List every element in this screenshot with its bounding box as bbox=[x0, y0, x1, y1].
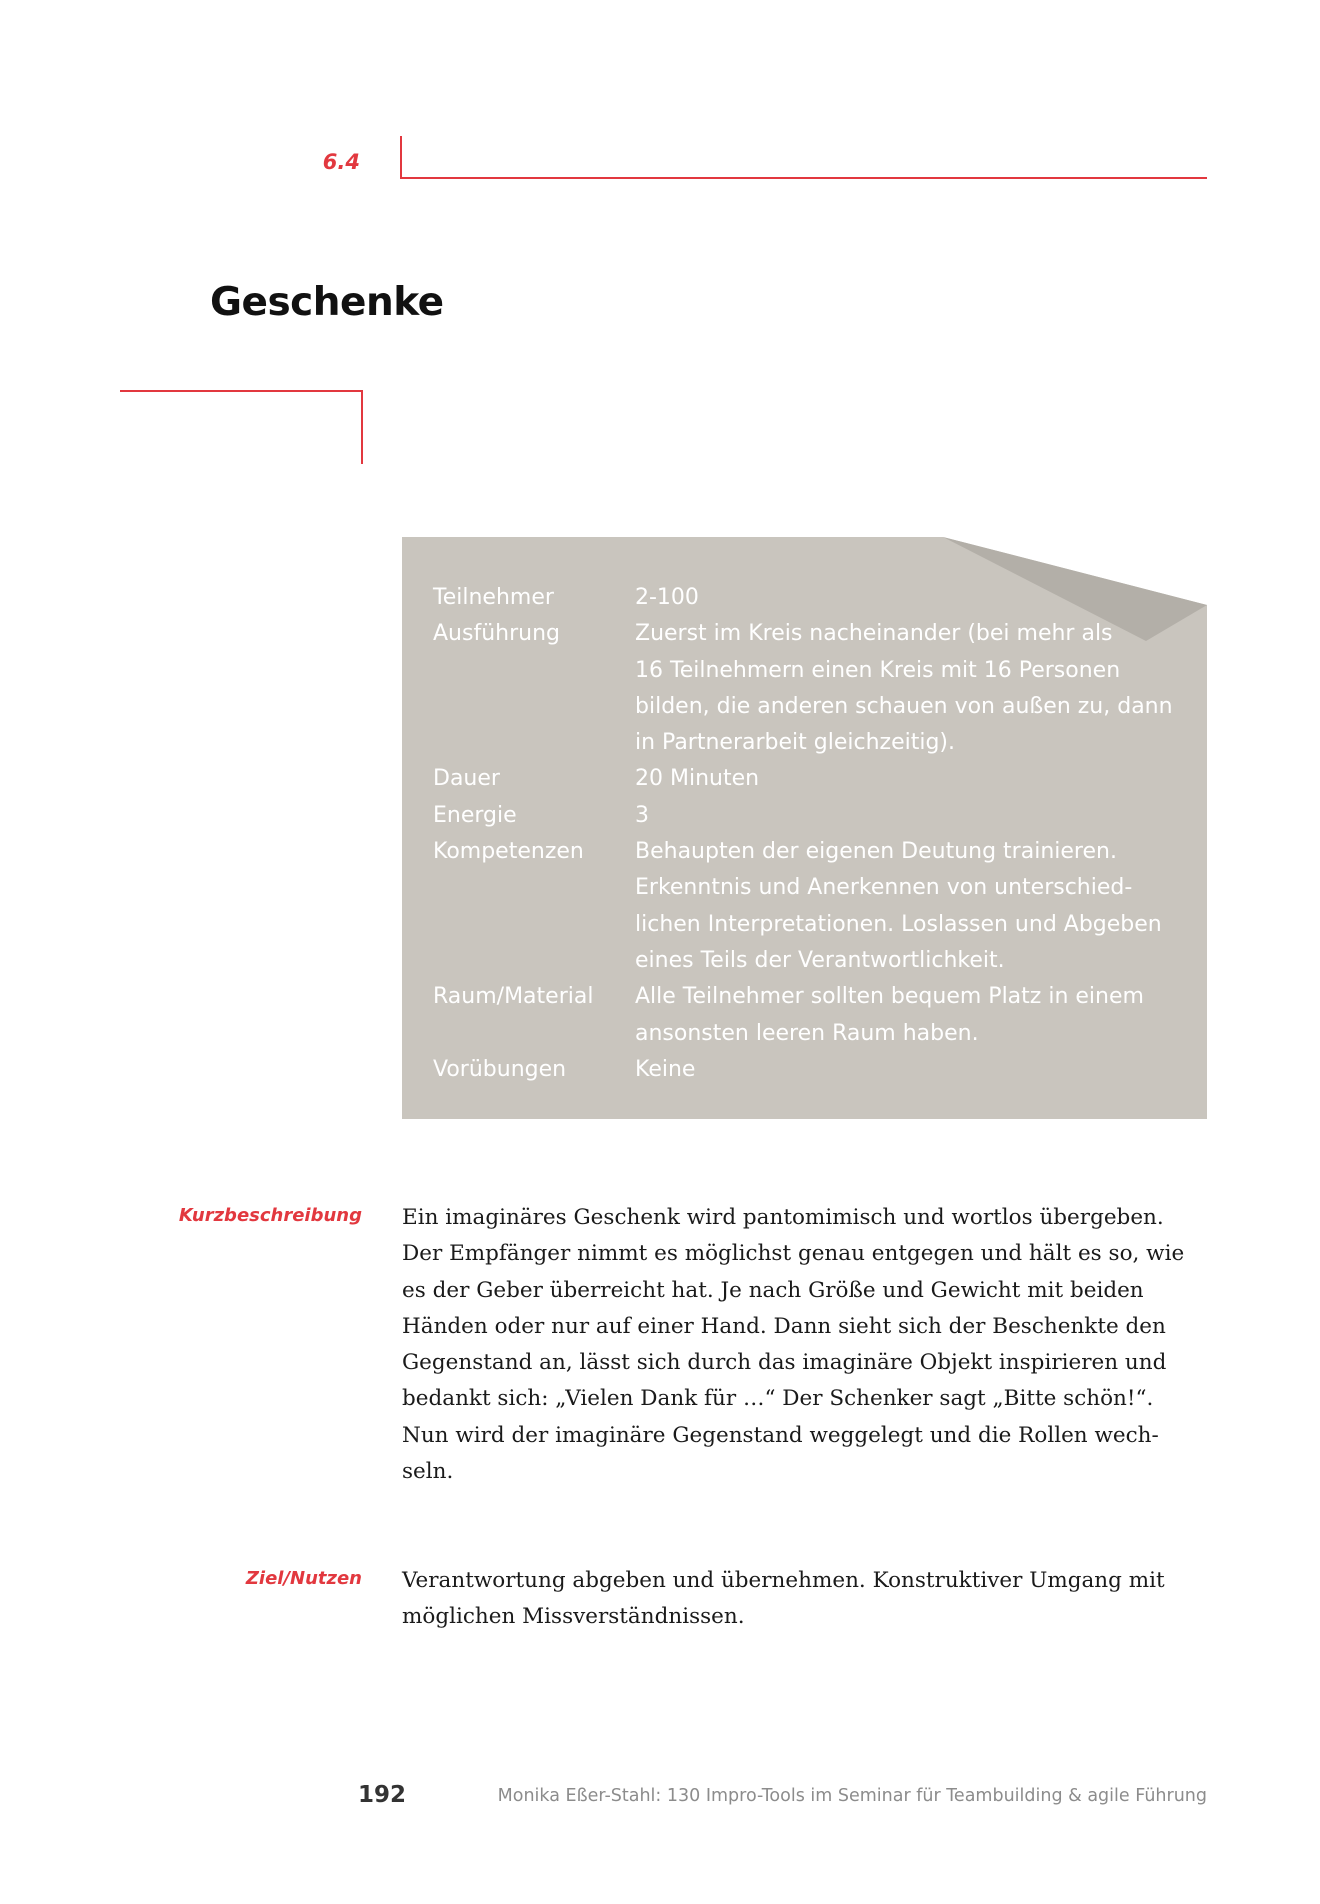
info-card bbox=[402, 537, 1207, 1119]
info-value-line: 2-100 bbox=[635, 585, 699, 610]
title-rule-horizontal bbox=[120, 390, 363, 392]
info-row bbox=[433, 798, 1173, 834]
page-number: 192 bbox=[357, 1782, 406, 1808]
info-value-line: Alle Teilnehmer sollten bequem Platz in einem bbox=[635, 984, 1144, 1010]
info-value bbox=[635, 1052, 1173, 1088]
info-label: Vorübungen bbox=[433, 1056, 567, 1082]
info-value-line: bilden, die anderen schauen von außen zu, dann bbox=[635, 693, 1173, 719]
section-number: 6.4 bbox=[322, 150, 360, 174]
info-label: Energie bbox=[433, 802, 517, 828]
info-value-line: eines Teils der Verantwortlichkeit. bbox=[635, 947, 1005, 973]
info-value-line: ansonsten leeren Raum haben. bbox=[635, 1020, 979, 1046]
text-line: Der Empfänger nimmt es möglichst genau entgegen und hält es so, wie bbox=[402, 1241, 1185, 1267]
title-rule-vertical bbox=[361, 390, 363, 464]
info-value-line: 3 bbox=[635, 802, 649, 828]
chapter-title: Geschenke bbox=[210, 280, 444, 325]
text-line: es der Geber überreicht hat. Je nach Größe und Gewicht mit beiden bbox=[402, 1277, 1144, 1303]
info-value bbox=[635, 834, 1173, 979]
text-line: seln. bbox=[402, 1459, 454, 1485]
info-value bbox=[635, 580, 1173, 616]
info-value bbox=[635, 761, 1173, 797]
header-rule-vertical bbox=[400, 136, 402, 179]
info-value bbox=[635, 616, 1173, 761]
info-label: Kompetenzen bbox=[433, 839, 584, 865]
info-row bbox=[433, 834, 1173, 979]
info-value-line: in Partnerarbeit gleichzeitig). bbox=[635, 730, 955, 756]
info-table bbox=[433, 580, 1173, 1088]
info-value-line: Keine bbox=[635, 1056, 696, 1082]
info-row bbox=[433, 979, 1173, 1052]
info-row bbox=[433, 580, 1173, 616]
info-value-line: Zuerst im Kreis nacheinander (bei mehr als bbox=[635, 621, 1113, 647]
info-row bbox=[433, 1052, 1173, 1088]
info-value bbox=[635, 979, 1173, 1052]
footer-credit: Monika Eßer-Stahl: 130 Impro-Tools im Seminar für Teambuilding & agile Führung bbox=[497, 1786, 1207, 1806]
kurzbeschreibung-label: Kurzbeschreibung bbox=[178, 1205, 362, 1226]
info-label: Teilnehmer bbox=[433, 585, 554, 610]
text-line: möglichen Missverständnissen. bbox=[402, 1604, 745, 1630]
text-line: Händen oder nur auf einer Hand. Dann sieht sich der Beschenkte den bbox=[402, 1313, 1166, 1339]
text-line: Nun wird der imaginäre Gegenstand weggelegt und die Rollen wech- bbox=[402, 1422, 1159, 1448]
info-value-line: Behaupten der eigenen Deutung trainieren. bbox=[635, 839, 1117, 865]
info-value-line: Erkenntnis und Anerkennen von unterschied- bbox=[635, 875, 1133, 901]
ziel-nutzen-label: Ziel/Nutzen bbox=[245, 1568, 362, 1589]
kurzbeschreibung-text bbox=[402, 1200, 1202, 1490]
header-rule-horizontal bbox=[400, 177, 1207, 179]
text-line: Verantwortung abgeben und übernehmen. Konstruktiver Umgang mit bbox=[402, 1568, 1165, 1593]
ziel-nutzen-text bbox=[402, 1563, 1202, 1636]
info-value-line: 20 Minuten bbox=[635, 766, 760, 792]
info-row bbox=[433, 616, 1173, 761]
text-line: Gegenstand an, lässt sich durch das imaginäre Objekt inspirieren und bbox=[402, 1350, 1167, 1376]
info-row bbox=[433, 761, 1173, 797]
info-value bbox=[635, 798, 1173, 834]
text-line: bedankt sich: „Vielen Dank für …“ Der Schenker sagt „Bitte schön!“. bbox=[402, 1386, 1154, 1412]
info-value-line: lichen Interpretationen. Loslassen und Abgeben bbox=[635, 911, 1162, 937]
info-label: Dauer bbox=[433, 766, 500, 792]
info-label: Raum/Material bbox=[433, 984, 594, 1010]
text-line: Ein imaginäres Geschenk wird pantomimisch und wortlos übergeben. bbox=[402, 1205, 1164, 1230]
info-value-line: 16 Teilnehmern einen Kreis mit 16 Personen bbox=[635, 657, 1121, 683]
info-label: Ausführung bbox=[433, 621, 560, 647]
